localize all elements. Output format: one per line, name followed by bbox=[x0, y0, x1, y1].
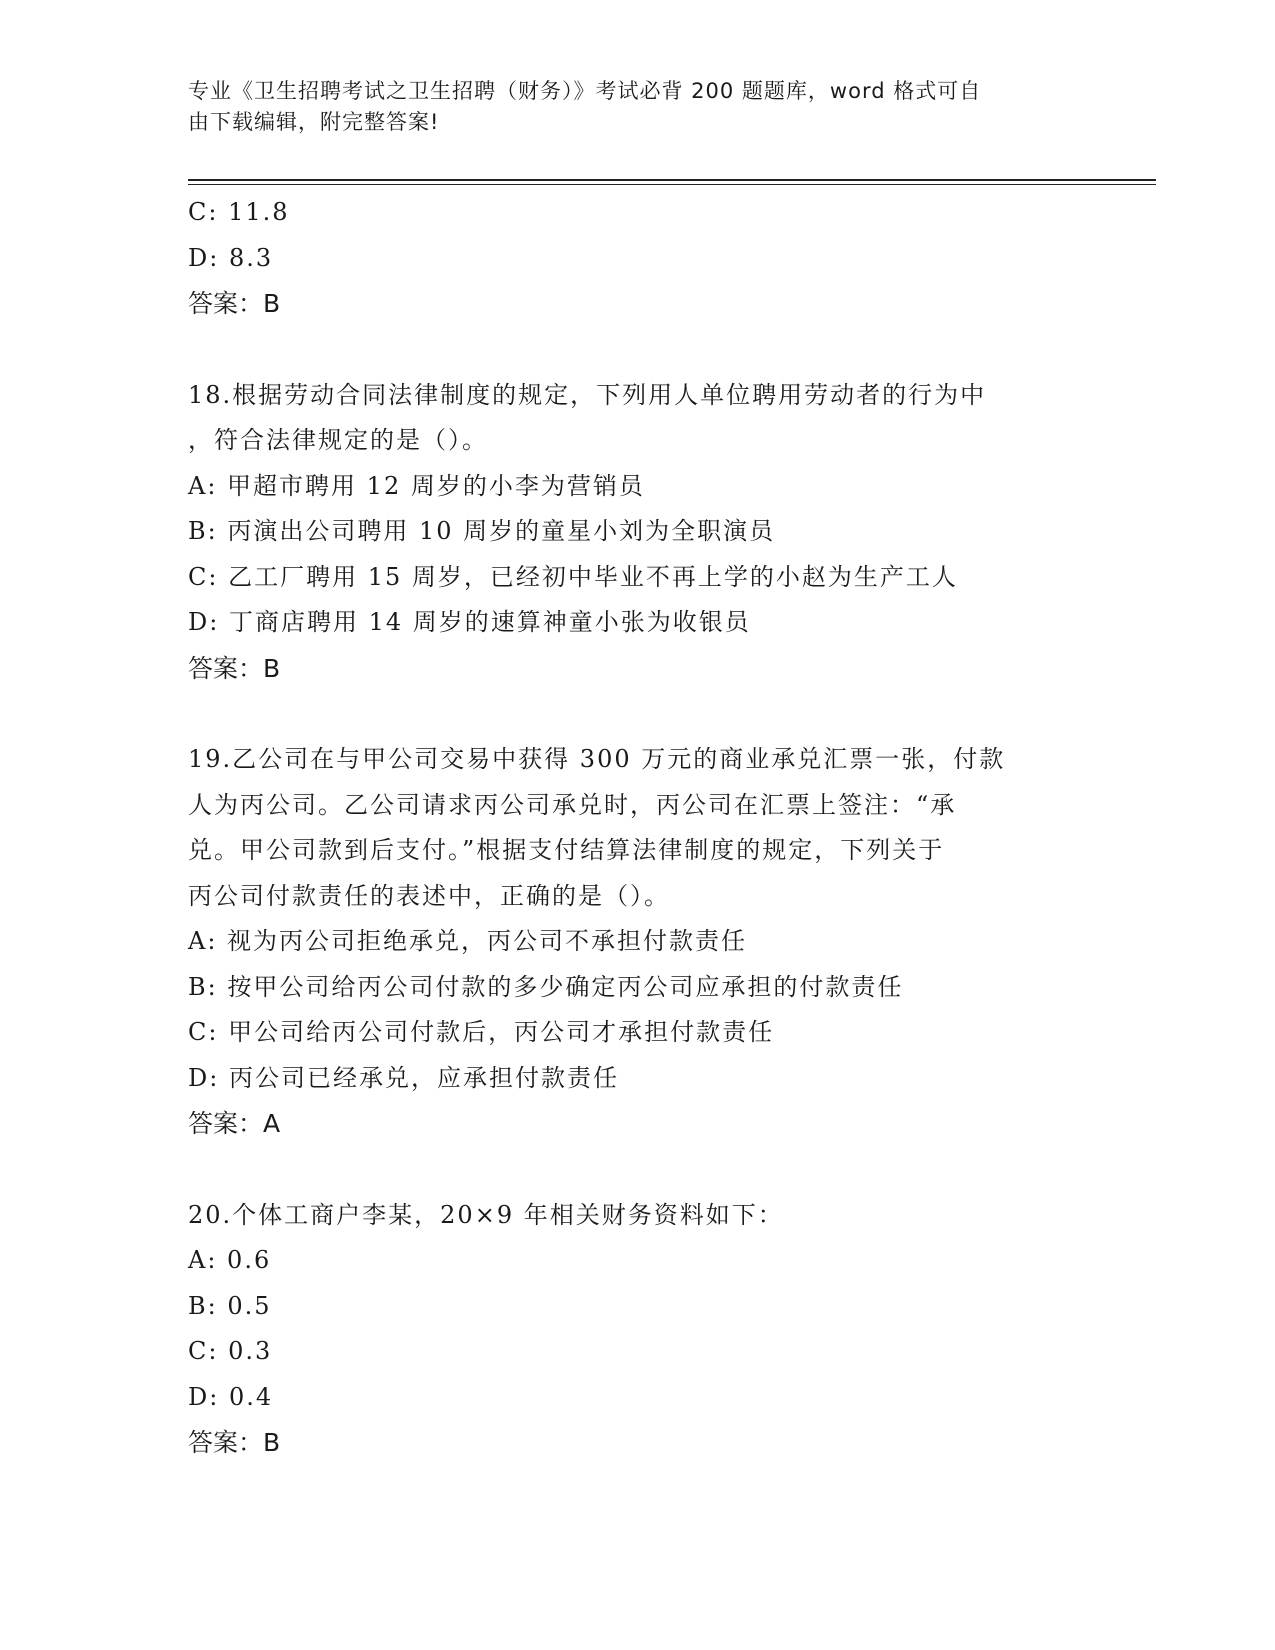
option-a: A: 视为丙公司拒绝承兑，丙公司不承担付款责任 bbox=[188, 927, 748, 955]
option-c: C: 甲公司给丙公司付款后，丙公司才承担付款责任 bbox=[188, 1018, 775, 1046]
option-c: C: 11.8 bbox=[188, 198, 290, 226]
question-stem-line: 20.个体工商户李某，20×9 年相关财务资料如下： bbox=[188, 1200, 784, 1229]
question-18 bbox=[188, 373, 1108, 692]
spacer bbox=[188, 1147, 1108, 1193]
option-c: C: 0.3 bbox=[188, 1337, 273, 1365]
question-stem-line: 丙公司付款责任的表述中，正确的是（）。 bbox=[188, 881, 670, 910]
question-19 bbox=[188, 737, 1108, 1147]
header-rule-thin bbox=[188, 184, 1156, 185]
question-stem-line: 19.乙公司在与甲公司交易中获得 300 万元的商业承兑汇票一张，付款 bbox=[188, 745, 1006, 773]
question-17-tail bbox=[188, 190, 1108, 327]
option-d: D: 8.3 bbox=[188, 243, 274, 272]
question-stem-line: 人为丙公司。乙公司请求丙公司承兑时，丙公司在汇票上签注：“承 bbox=[188, 790, 957, 819]
option-b: B: 按甲公司给丙公司付款的多少确定丙公司应承担的付款责任 bbox=[188, 972, 904, 1001]
spacer bbox=[188, 691, 1108, 737]
header-title-line-2: 由下载编辑，附完整答案! bbox=[188, 110, 440, 134]
header-rule-thick bbox=[188, 179, 1156, 181]
answer-line: 答案：B bbox=[188, 653, 281, 683]
answer-line: 答案：A bbox=[188, 1109, 281, 1138]
option-d: D: 丙公司已经承兑，应承担付款责任 bbox=[188, 1063, 619, 1092]
question-stem-line: 18.根据劳动合同法律制度的规定，下列用人单位聘用劳动者的行为中 bbox=[188, 380, 987, 409]
option-d: D: 丁商店聘用 14 周岁的速算神童小张为收银员 bbox=[188, 608, 751, 636]
question-stem-line: 兑。甲公司款到后支付。”根据支付结算法律制度的规定，下列关于 bbox=[188, 836, 945, 864]
document-body bbox=[188, 190, 1108, 1466]
option-a: A: 甲超市聘用 12 周岁的小李为营销员 bbox=[188, 471, 645, 500]
option-b: B: 0.5 bbox=[188, 1291, 272, 1320]
answer-line: 答案：B bbox=[188, 1428, 281, 1457]
option-b: B: 丙演出公司聘用 10 周岁的童星小刘为全职演员 bbox=[188, 517, 776, 545]
question-stem-line: ，符合法律规定的是（）。 bbox=[188, 426, 488, 454]
answer-line: 答案：B bbox=[188, 289, 281, 318]
question-20 bbox=[188, 1193, 1108, 1466]
option-a: A: 0.6 bbox=[188, 1246, 272, 1274]
option-c: C: 乙工厂聘用 15 周岁，已经初中毕业不再上学的小赵为生产工人 bbox=[188, 562, 958, 591]
option-d: D: 0.4 bbox=[188, 1382, 274, 1411]
document-header bbox=[188, 76, 1068, 138]
header-title-line-1: 专业《卫生招聘考试之卫生招聘（财务）》考试必背 200 题题库，word 格式可自 bbox=[188, 79, 982, 103]
spacer bbox=[188, 327, 1108, 373]
